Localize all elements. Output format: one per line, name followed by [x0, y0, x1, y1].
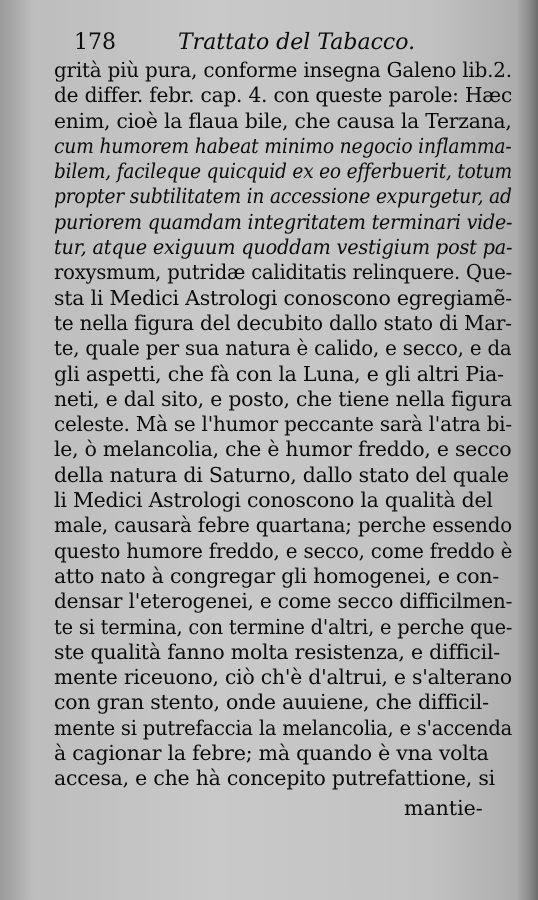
- text-line: neti, e dal sito, e posto, che tiene nella figura: [54, 386, 512, 411]
- page-number: 178: [74, 30, 116, 55]
- text-line: li Medici Astrologi conoscono la qualità del: [54, 488, 493, 513]
- text-line: cum humorem habeat minimo negocio inflamma-: [54, 133, 512, 158]
- running-title: Trattato del Tabacco.: [178, 30, 416, 55]
- text-line: con gran stento, onde auuiene, che difficil-: [54, 690, 489, 715]
- running-header: [74, 30, 416, 56]
- text-line: accesa, e che hà concepito putrefattione, si: [54, 766, 495, 791]
- text-line: sta li Medici Astrologi conoscono egregiamẽ-: [54, 285, 513, 310]
- text-line: della natura di Saturno, dallo stato del quale: [54, 462, 509, 487]
- text-line: tur, atque exiguum quoddam vestigium post pa-: [54, 235, 513, 260]
- text-line: mente si putrefaccia la melancolia, e s'accenda: [54, 715, 513, 740]
- text-line: densar l'eterogenei, e come secco difficilmen-: [54, 589, 513, 614]
- text-line: te, quale per sua natura è calido, e secco, e da: [54, 336, 512, 361]
- text-line: enim, cioè la flaua bile, che causa la Terzana,: [54, 108, 512, 133]
- text-line: male, causarà febre quartana; perche essendo: [54, 513, 512, 538]
- text-line: le, ò melancolia, che è humor freddo, e secco: [54, 437, 512, 462]
- text-line: gli aspetti, che fà con la Luna, e gli altri Pia-: [54, 361, 504, 386]
- text-line: te nella figura del decubito dallo stato di Mar-: [54, 310, 512, 335]
- page-edge-shadow: [516, 0, 538, 900]
- text-line: propter subtilitatem in accessione expurgetur, ad: [54, 184, 512, 209]
- text-line: mente riceuono, ciò ch'è d'altrui, e s'alterano: [54, 665, 512, 690]
- text-line: atto nato à congregar gli homogenei, e con-: [54, 563, 500, 588]
- text-line: puriorem quamdam integritatem terminari vide-: [54, 209, 513, 234]
- text-line: à cagionar la febre; mà quando è vna volta: [54, 741, 489, 766]
- text-line: de differ. febr. cap. 4. con queste parole: Hæc: [54, 83, 513, 108]
- text-line: celeste. Mà se l'humor peccante sarà l'atra bi-: [54, 412, 512, 437]
- catchword: mantie-: [404, 796, 483, 820]
- body-text: [54, 58, 514, 792]
- text-line: te si termina, con termine d'altri, e perche que-: [54, 614, 513, 639]
- text-line: ste qualità fanno molta resistenza, e difficil-: [54, 639, 500, 664]
- text-line: grità più pura, conforme insegna Galeno lib.2.: [54, 58, 512, 82]
- text-line: bilem, facileque quicquid ex eo efferbuerit, totum: [54, 159, 513, 184]
- text-line: questo humore freddo, e secco, come freddo è: [54, 538, 513, 563]
- text-line: roxysmum, putridæ caliditatis relinquere. Que-: [54, 260, 512, 285]
